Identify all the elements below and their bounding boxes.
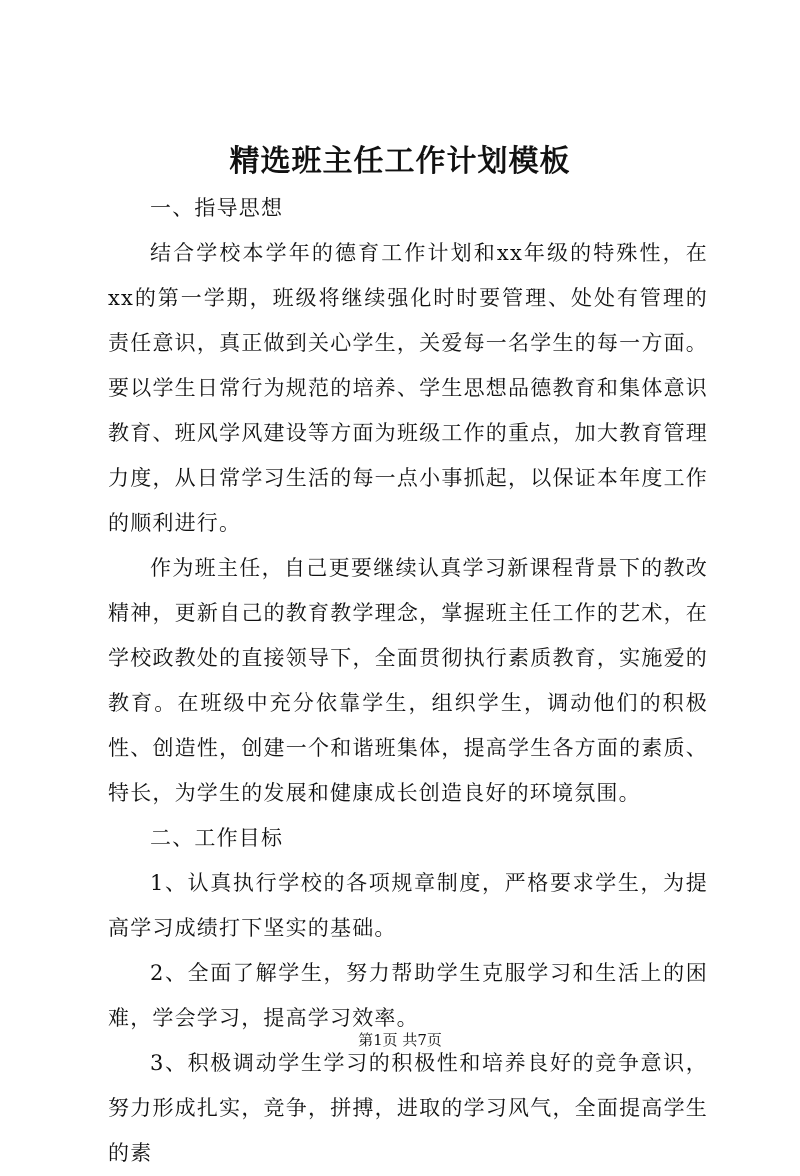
document-title: 精选班主任工作计划模板 xyxy=(229,144,571,179)
section-heading-guiding-ideology: 一、指导思想 xyxy=(150,196,284,220)
section-heading-work-goals: 二、工作目标 xyxy=(150,826,284,850)
page-number-footer: 第1页 共7页 xyxy=(358,1031,442,1049)
work-goal-item-3: 3、积极调动学生学习的积极性和培养良好的竞争意识，努力形成扎实，竞争，拼搏，进取的学习风气，全面提高学生的素 xyxy=(108,1051,708,1165)
document-body xyxy=(108,186,708,1176)
work-goal-item-2: 2、全面了解学生，努力帮助学生克服学习和生活上的困难，学会学习，提高学习效率。 xyxy=(108,961,708,1030)
work-goal-item-1: 1、认真执行学校的各项规章制度，严格要求学生，为提高学习成绩打下坚实的基础。 xyxy=(108,871,708,940)
paragraph-guiding-ideology-2: 作为班主任，自己更要继续认真学习新课程背景下的教改精神，更新自己的教育教学理念，掌握班主任工作的艺术，在学校政教处的直接领导下，全面贯彻执行素质教育，实施爱的教育。在班级中充分依靠学生，组织学生，调动他们的积极性、创造性，创建一个和谐班集体，提高学生各方面的素质、特长，为学生的发展和健康成长创造良好的环境氛围。 xyxy=(108,556,708,805)
paragraph-guiding-ideology-1: 结合学校本学年的德育工作计划和xx年级的特殊性，在xx的第一学期，班级将继续强化时时要管理、处处有管理的责任意识，真正做到关心学生，关爱每一名学生的每一方面。要以学生日常行为规范的培养、学生思想品德教育和集体意识教育、班风学风建设等方面为班级工作的重点，加大教育管理力度，从日常学习生活的每一点小事抓起，以保证本年度工作的顺利进行。 xyxy=(108,241,708,535)
